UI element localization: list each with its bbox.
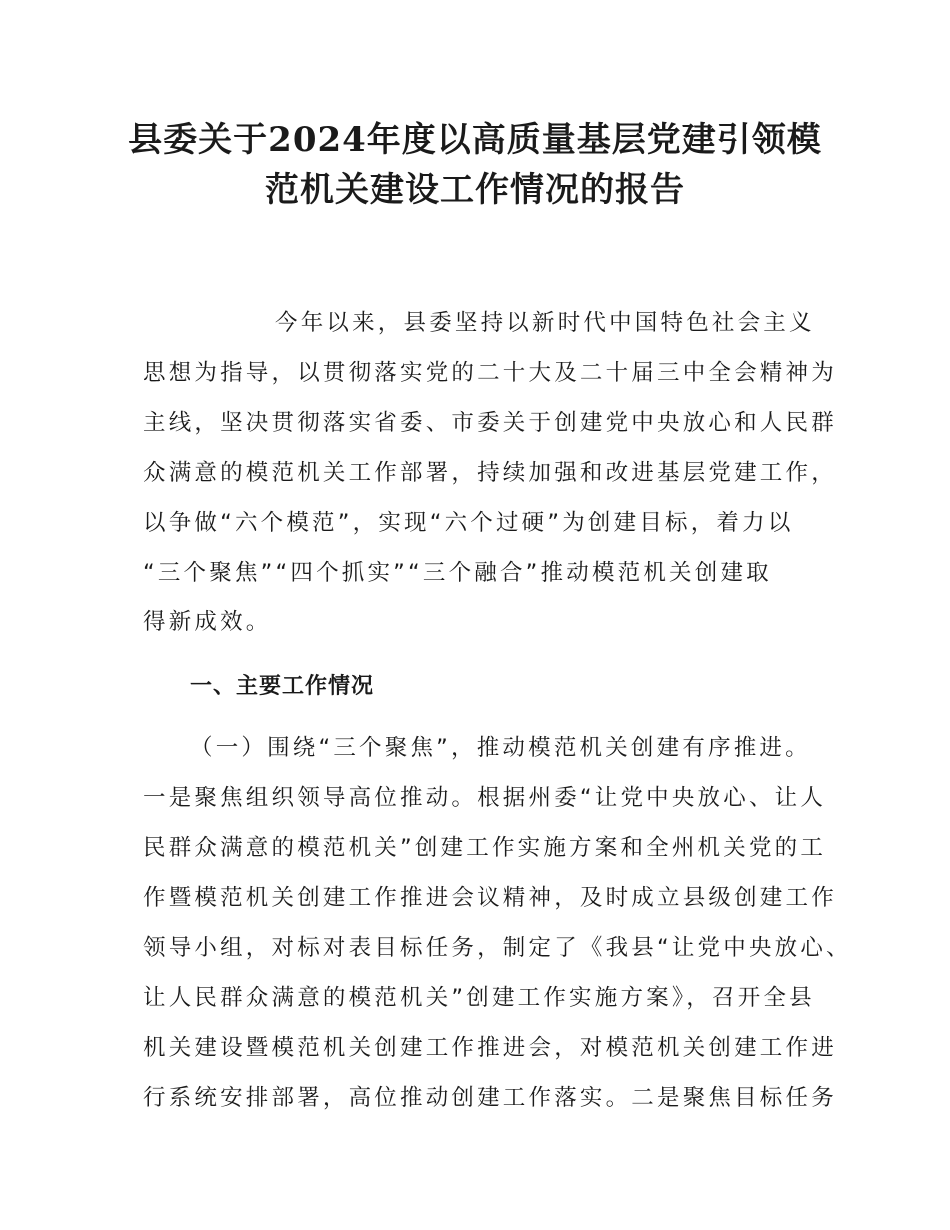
paragraph-2-line: 民群众满意的模范机关”创建工作实施方案和全州机关党的工 <box>143 835 827 861</box>
paragraph-1-line: 得新成效。 <box>143 609 272 635</box>
document-title-line-2: 范机关建设工作情况的报告 <box>265 170 685 210</box>
paragraph-2-line: 机关建设暨模范机关创建工作推进会，对模范机关创建工作进 <box>143 1035 837 1061</box>
paragraph-1-line: “三个聚焦”“四个抓实”“三个融合”推动模范机关创建取 <box>143 560 772 586</box>
paragraph-2-line: 让人民群众满意的模范机关”创建工作实施方案》，召开全县 <box>143 985 815 1011</box>
paragraph-1-line: 众满意的模范机关工作部署，持续加强和改进基层党建工作， <box>143 460 837 486</box>
document-title-line-1: 县委关于2024年度以高质量基层党建引领模 <box>128 120 822 160</box>
paragraph-1-line: 以争做“六个模范”，实现“六个过硬”为创建目标，着力以 <box>143 510 794 536</box>
paragraph-1-line: 思想为指导，以贯彻落实党的二十大及二十届三中全会精神为 <box>143 360 837 386</box>
section-heading: 一、主要工作情况 <box>190 674 375 699</box>
paragraph-2-line: 领导小组，对标对表目标任务，制定了《我县“让党中央放心、 <box>143 935 852 961</box>
paragraph-2-line: 作暨模范机关创建工作推进会议精神，及时成立县级创建工作 <box>143 885 837 911</box>
paragraph-2-line: （一）围绕“三个聚焦”，推动模范机关创建有序推进。 <box>190 735 811 761</box>
paragraph-1-line: 今年以来，县委坚持以新时代中国特色社会主义 <box>275 310 815 336</box>
paragraph-2-line: 一是聚焦组织领导高位推动。根据州委“让党中央放心、让人 <box>143 785 827 811</box>
paragraph-1-line: 主线，坚决贯彻落实省委、市委关于创建党中央放心和人民群 <box>143 410 837 436</box>
paragraph-2-line: 行系统安排部署，高位推动创建工作落实。二是聚焦目标任务 <box>143 1085 837 1111</box>
